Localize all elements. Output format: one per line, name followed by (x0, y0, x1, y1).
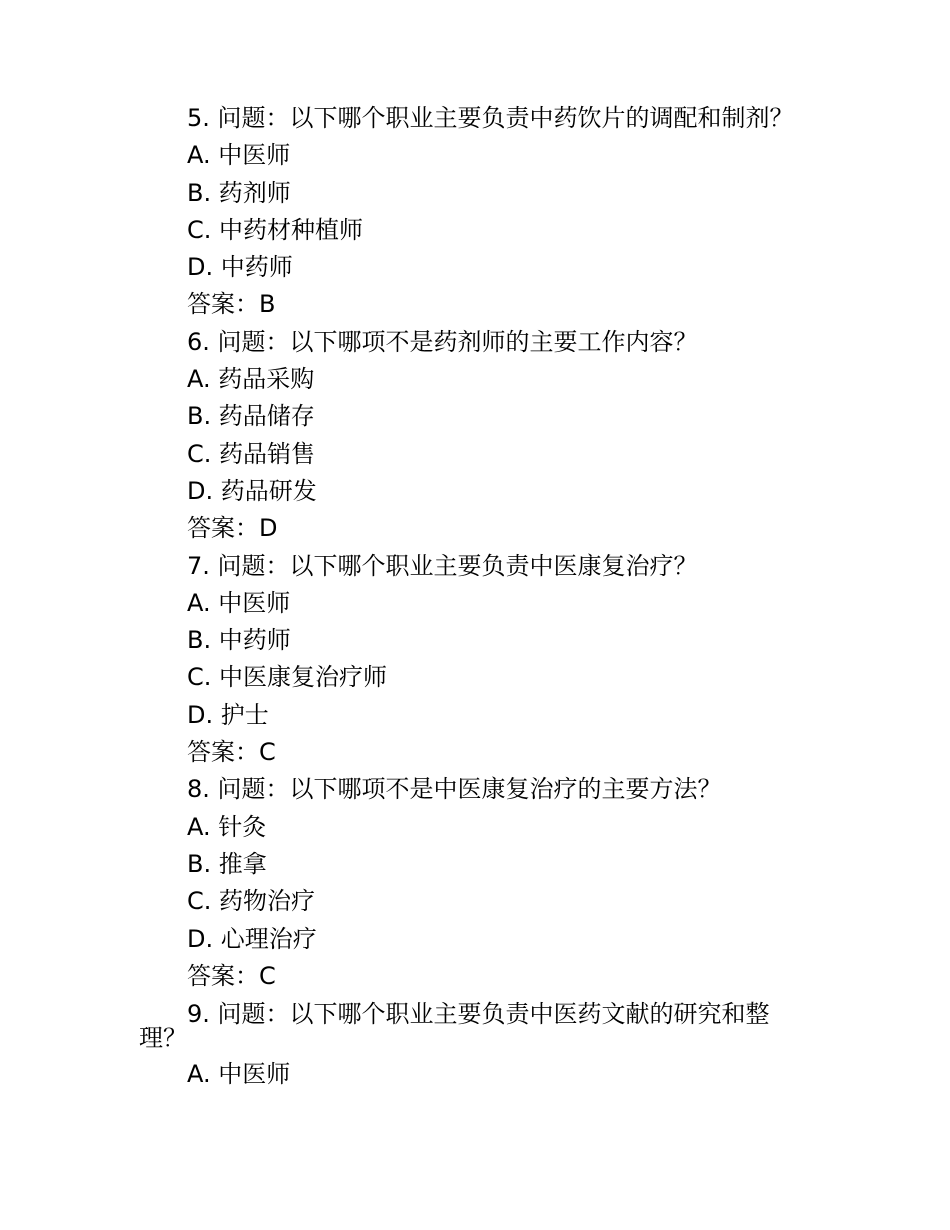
question-block (139, 100, 839, 324)
option-a: A. 中医师 (187, 588, 291, 617)
option-d: D. 心理治疗 (187, 924, 317, 953)
option-c: C. 药物治疗 (187, 887, 316, 916)
question-text: 5. 问题：以下哪个职业主要负责中药饮片的调配和制剂？ (187, 104, 794, 132)
answer-text: 答案：D (187, 514, 278, 543)
question-block (139, 324, 839, 548)
question-text: 9. 问题：以下哪个职业主要负责中医药文献的研究和整理？ (139, 1000, 770, 1053)
option-b: B. 药剂师 (187, 178, 291, 207)
option-a: A. 中医师 (187, 1060, 291, 1089)
question-text: 7. 问题：以下哪个职业主要负责中医康复治疗？ (187, 551, 698, 580)
question-text: 6. 问题：以下哪项不是药剂师的主要工作内容？ (187, 327, 698, 356)
option-c: C. 中药材种植师 (187, 215, 364, 244)
answer-text: 答案：C (187, 961, 276, 990)
question-block (139, 995, 839, 1093)
option-d: D. 药品研发 (187, 476, 317, 505)
option-b: B. 推拿 (187, 849, 267, 878)
question-block (139, 548, 839, 772)
answer-text: 答案：B (187, 290, 276, 319)
option-a: A. 中医师 (187, 141, 291, 170)
question-block (139, 771, 839, 995)
option-c: C. 中医康复治疗师 (187, 663, 388, 692)
option-c: C. 药品销售 (187, 439, 316, 468)
option-d: D. 护士 (187, 700, 269, 729)
question-text: 8. 问题：以下哪项不是中医康复治疗的主要方法？ (187, 775, 722, 804)
option-b: B. 药品储存 (187, 402, 315, 431)
option-b: B. 中药师 (187, 626, 291, 655)
option-a: A. 药品采购 (187, 365, 315, 394)
document-content (139, 100, 839, 1093)
option-d: D. 中药师 (187, 253, 293, 282)
option-a: A. 针灸 (187, 812, 267, 841)
answer-text: 答案：C (187, 738, 276, 767)
